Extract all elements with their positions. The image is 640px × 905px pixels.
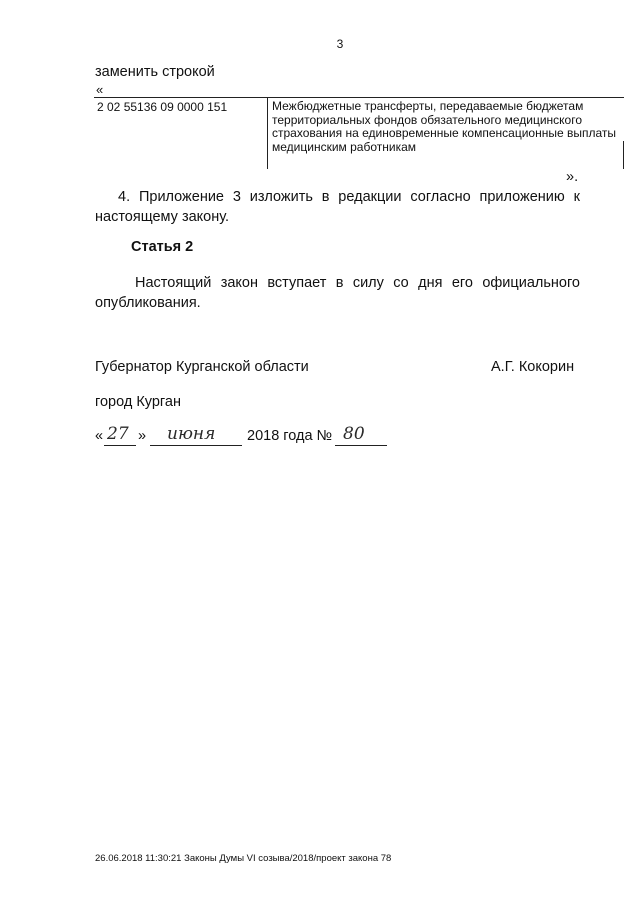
replace-label: заменить строкой (95, 64, 215, 80)
date-month-handwritten: июня (167, 424, 216, 444)
date-year-text: 2018 года № (247, 428, 333, 444)
law-number-handwritten: 80 (343, 424, 365, 444)
day-underline (104, 445, 136, 446)
date-day-handwritten: 27 (107, 424, 129, 444)
footer-path: 26.06.2018 11:30:21 Законы Думы VI созыва/2018/проект закона 78 (95, 853, 392, 864)
table-top-border (94, 97, 624, 98)
article-title: Статья 2 (131, 239, 194, 255)
month-underline (150, 445, 242, 446)
table-right-border (623, 141, 624, 169)
number-underline (335, 445, 387, 446)
budget-code-table (94, 97, 624, 169)
page-number: 3 (336, 37, 344, 51)
closing-quote: ». (566, 169, 579, 185)
governor-name: А.Г. Кокорин (491, 359, 575, 375)
governor-title: Губернатор Курганской области (95, 359, 309, 375)
opening-quote: « (96, 82, 104, 97)
article-text: Настоящий закон вступает в силу со дня его официального опубликования. (95, 275, 580, 311)
budget-description-cell: Межбюджетные трансферты, передаваемые бюджетам территориальных фондов обязательного медицинского страхования на единовременные компенсационные выплаты медицинским работникам (272, 99, 616, 154)
date-open-quote: « (95, 428, 104, 444)
table-column-divider (267, 97, 268, 169)
city-name: город Курган (95, 394, 181, 410)
paragraph-4: 4. Приложение 3 изложить в редакции согласно приложению к настоящему закону. (95, 189, 580, 225)
budget-code-cell: 2 02 55136 09 0000 151 (97, 100, 228, 114)
date-close-quote: » (138, 428, 147, 444)
